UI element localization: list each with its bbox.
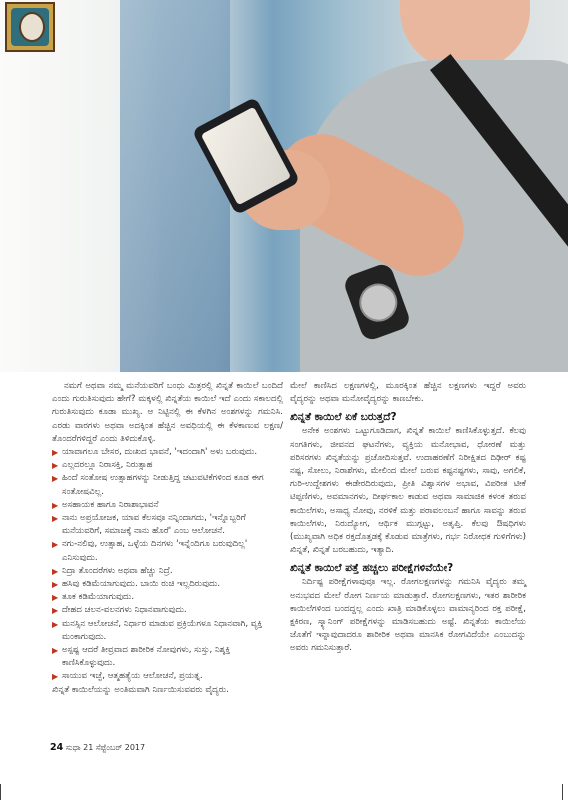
page-number: 24 — [50, 742, 64, 753]
background-wall — [120, 0, 230, 372]
bullet-arrow-icon: ▶ — [52, 619, 59, 629]
symptom-text: ಮನಸ್ಸಿನ ಆಲೋಚನೆ, ನಿರ್ಧಾರ ಮಾಡುವ ಪ್ರಕ್ರಿಯೆಗಳೂ ನಿಧಾನವಾಗಿ, ವ್ಯಕ್ತಿ ಮಂಕಾಗುವುದು. — [62, 618, 263, 642]
symptom-text: ಅಸ್ಪಷ್ಟ ಆದರೆ ತೀವ್ರವಾದ ಶಾರೀರಿಕ ನೋವುಗಳು, ಸುಸ್ತು, ನಿಶ್ಶಕ್ತಿ ಕಾಣಿಸಿಕೊಳ್ಳುವುದು. — [62, 645, 231, 669]
bullet-arrow-icon: ▶ — [52, 606, 59, 616]
top-paragraph: ಮೇಲೆ ಕಾಣಿಸಿದ ಲಕ್ಷಣಗಳಲ್ಲಿ, ಮೂರಕ್ಕಿಂತ ಹೆಚ್ಚಿನ ಲಕ್ಷಣಗಳು ಇದ್ದರೆ ಅವರು ವೈದ್ಯರನ್ನು ಅಥವಾ ಮನೋವೈದ್ಯರನ್ನು ಕಾಣಬೇಕು. — [290, 381, 526, 405]
bullet-arrow-icon: ▶ — [52, 593, 59, 603]
bullet-arrow-icon: ▶ — [52, 448, 59, 458]
hero-photo — [0, 0, 568, 372]
bullet-arrow-icon: ▶ — [52, 540, 59, 550]
symptom-item — [52, 446, 283, 459]
bullet-arrow-icon: ▶ — [52, 580, 59, 590]
symptom-text: ಹಸಿವು ಕಡಿಮೆಯಾಗುವುದು. ಬಾಯಿ ರುಚಿ ಇಲ್ಲದಿರುವುದು. — [62, 579, 221, 590]
symptom-item — [52, 670, 283, 683]
symptom-text: ನಗು-ನಲಿವು, ಉತ್ಸಾಹ, ಒಳ್ಳೆಯ ದಿನಗಳು 'ಇನ್ನೆಂದಿಗೂ ಬರುವುದಿಲ್ಲ' ಎನಿಸುವುದು. — [62, 539, 248, 563]
symptom-text: ತೂಕ ಕಡಿಮೆಯಾಗುವುದು. — [62, 592, 135, 603]
bullet-arrow-icon: ▶ — [52, 646, 59, 656]
symptom-text: ಅಸಹಾಯಕ ಹಾಗೂ ನಿರಾಶಾಭಾವನೆ — [62, 499, 159, 510]
crop-mark — [562, 784, 563, 800]
symptom-text: ಎಲ್ಲದರಲ್ಲೂ ನಿರಾಸಕ್ತಿ, ನಿರುತ್ಸಾಹ — [62, 460, 153, 471]
symptom-item — [52, 499, 283, 512]
symptom-item — [52, 604, 283, 617]
symptom-item — [52, 618, 283, 644]
symptom-text: ನಾನು ಅಪ್ರಯೋಜಕ, ಯಾವ ಕೆಲಸವೂ ನನ್ನಿಂದಾಗದು, 'ಇನ್ನೊಬ್ಬರಿಗೆ ಮನೆಯವರಿಗೆ, ಸಮಾಜಕ್ಕೆ ನಾನು ಹೊರೆ' ಎಂಬ ಆಲೋಚನೆ. — [62, 513, 246, 537]
symptom-item — [52, 565, 283, 578]
symptom-item — [52, 644, 283, 670]
section-heading-causes: ಖಿನ್ನತೆ ಕಾಯಿಲೆ ಏಕೆ ಬರುತ್ತದೆ? — [290, 411, 397, 424]
bullet-arrow-icon: ▶ — [52, 461, 59, 471]
watch-face — [354, 278, 403, 327]
bullet-arrow-icon: ▶ — [52, 514, 59, 524]
symptom-text: ಸಾಯುವ ಇಚ್ಛೆ, ಆತ್ಮಹತ್ಯೆಯ ಆಲೋಚನೆ, ಪ್ರಯತ್ನ. — [62, 671, 203, 682]
bullet-arrow-icon: ▶ — [52, 672, 59, 682]
section-heading-tests: ಖಿನ್ನತೆ ಕಾಯಿಲೆ ಪತ್ತೆ ಹಚ್ಚಲು ಪರೀಕ್ಷೆಗಳಿವೆಯೇ? — [290, 562, 454, 575]
symptom-item — [52, 578, 283, 591]
logo-emblem-icon — [19, 12, 45, 42]
crop-mark — [0, 784, 1, 800]
symptom-item — [52, 512, 283, 538]
symptom-text: ಯಾವಾಗಲೂ ಬೇಸರ, ದುಃಖದ ಭಾವನೆ, 'ಇದಂದಾಗಿ' ಅಳು ಬರುವುದು. — [62, 447, 258, 458]
symptom-item — [52, 459, 283, 472]
symptom-item — [52, 591, 283, 604]
intro-paragraph: ನಮಗೆ ಅಥವಾ ನಮ್ಮ ಮನೆಯವರಿಗೆ ಬಂಧು ಮಿತ್ರರಲ್ಲಿ ಖಿನ್ನತೆ ಕಾಯಿಲೆ ಬಂದಿದೆ ಎಂದು ಗುರುತಿಸುವುದು ಹೇಗೆ? ಮಕ್ಕಳಲ್ಲಿ ಖಿನ್ನತೆಯ ಕಾಯಿಲೆ ಇದೆ ಎಂದು ಸಕಾಲದಲ್ಲಿ ಗುರುತಿಸುವುದು ಕೂಡಾ ಮುಖ್ಯ. ಆ ನಿಟ್ಟಿನಲ್ಲಿ ಈ ಕೆಳಗಿನ ಅಂಶಗಳನ್ನು ಗಮನಿಸಿ. ಎರಡು ವಾರಗಳು ಅಥವಾ ಅದಕ್ಕಿಂತ ಹೆಚ್ಚಿನ ಅವಧಿಯಲ್ಲಿ ಈ ಕೆಳಕಾಣುವ ಲಕ್ಷಣ/ ತೊಂದರೆಗಳಿದ್ದರೆ ಎಂದು ತಿಳಿದುಕೊಳ್ಳಿ. — [52, 381, 283, 444]
symptom-text: ದೇಹದ ಚಲನ-ವಲನಗಳು ನಿಧಾನವಾಗುವುದು. — [62, 605, 187, 616]
bullet-arrow-icon: ▶ — [52, 566, 59, 576]
symptom-list — [52, 446, 283, 684]
bullet-arrow-icon: ▶ — [52, 500, 59, 510]
symptom-text: ನಿದ್ರಾ ತೊಂದರೆಗಳು ಅಥವಾ ಹೆಚ್ಚು ನಿದ್ರೆ. — [62, 565, 173, 576]
symptom-text: ಹಿಂದೆ ಸಂತೋಷ ಉತ್ಸಾಹಗಳನ್ನು ನೀಡುತ್ತಿದ್ದ ಚಟುವಟಿಕೆಗಳಿಂದ ಕೂಡ ಈಗ ಸಂತೋಷವಿಲ್ಲ. — [62, 473, 264, 497]
page-footer — [50, 742, 145, 753]
closing-line: ಖಿನ್ನತೆ ಕಾಯಿಲೆಯನ್ನು ಅಂತಿಮವಾಗಿ ನಿರ್ಣಯಿಸುವವರು ವೈದ್ಯರು. — [52, 684, 229, 695]
footer-publication: ಸುಧಾ 21 ಸೆಪ್ಟೆಂಬರ್ 2017 — [65, 743, 146, 752]
column-logo-icon — [5, 2, 55, 52]
symptom-item — [52, 472, 283, 498]
symptom-item — [52, 538, 283, 564]
article-column-left — [52, 380, 283, 697]
causes-paragraph: ಅನೇಕ ಅಂಶಗಳು ಒಟ್ಟುಗೂಡಿದಾಗ, ಖಿನ್ನತೆ ಕಾಯಿಲೆ ಕಾಣಿಸಿಕೊಳ್ಳುತ್ತದೆ. ಕೆಲವು ಸಂಗತಿಗಳು, ಜೀವನದ ಘಟನೆಗಳು, ವ್ಯಕ್ತಿಯ ಮನೋಭಾವ, ಧೋರಣೆ ಮತ್ತು ಪರಿಸರಗಳು ಖಿನ್ನತೆಯನ್ನು ಪ್ರಚೋದಿಸುತ್ತವೆ. ಉದಾಹರಣೆಗೆ ನಿರೀಕ್ಷಿತದ ದಿಢೀರ್ ಕಷ್ಟ ನಷ್ಟ, ಸೋಲು, ನಿರಾಶೆಗಳು, ಮೇಲಿಂದ ಮೇಲೆ ಬರುವ ಕಷ್ಟನಷ್ಟಗಳು, ಸಾವು, ಅಗಲಿಕೆ, ಗುರಿ-ಉದ್ದೇಶಗಳು ಈಡೇರದಿರುವುದು, ಪ್ರೀತಿ ವಿಶ್ವಾಸಗಳ ಅಭಾವ, ವಿಪರೀತ ಟೀಕೆ ಟಿಪ್ಪಣಿಗಳು, ಅವಮಾನಗಳು, ದೀರ್ಘಕಾಲ ಕಾಡುವ ಅಥವಾ ಸಾಮಾಜಿಕ ಕಳಂಕ ತರುವ ಕಾಯಿಲೆಗಳು, ಅಸಾಧ್ಯ ನೋವು, ನರಳಿಕೆ ಮತ್ತು ಪರಾವಲಂಬನೆ ಹಾಗೂ ಸಾವನ್ನು ತರುವ ಕಾಯಿಲೆಗಳು, ನಿರುದ್ಯೋಗ, ಆರ್ಥಿಕ ಮುಗ್ಗಟ್ಟು, ಅತೃಪ್ತಿ. ಕೆಲವು ಔಷಧಿಗಳು (ಮುಖ್ಯವಾಗಿ ಅಧಿಕ ರಕ್ತದೊತ್ತಡಕ್ಕೆ ಕೊಡುವ ಮಾತ್ರೆಗಳು, ಗರ್ಭ ನಿರೋಧಕ ಗುಳಿಗೆಗಳು) ಖಿನ್ನತೆ, ಖಿನ್ನತೆ ಬರಬಹುದು, ಇತ್ಯಾದಿ. — [290, 426, 526, 556]
bullet-arrow-icon: ▶ — [52, 474, 59, 484]
tests-paragraph: ನಿರ್ದಿಷ್ಟ ಪರೀಕ್ಷೆಗಳಾವುವೂ ಇಲ್ಲ. ರೋಗಲಕ್ಷಣಗಳನ್ನು ಗಮನಿಸಿ ವೈದ್ಯರು ತಮ್ಮ ಅನುಭವದ ಮೇಲೆ ರೋಗ ನಿರ್ಣಯ ಮಾಡುತ್ತಾರೆ. ರೋಗಲಕ್ಷಣಗಳು, ಇತರ ಶಾರೀರಿಕ ಕಾಯಿಲೆಗಳಿಂದ ಬಂದದ್ದಲ್ಲ ಎಂದು ಖಾತ್ರಿ ಮಾಡಿಕೊಳ್ಳಲು ವಾಮಾನ್ಯರಿಂದ ರಕ್ತ ಪರೀಕ್ಷೆ, ಕ್ಷಕಿರಣ, ಸ್ಕ್ಯಾನಿಂಗ್ ಪರೀಕ್ಷೆಗಳನ್ನು ಮಾಡಿಸಬಹುದು ಅಷ್ಟೆ. ಖಿನ್ನತೆಯ ಕಾಯಿಲೆಯ ಜೊತೆಗೆ ಇನ್ನಾವುದಾದರೂ ಶಾರೀರಿಕ ಅಥವಾ ಮಾನಸಿಕ ರೋಗವಿದೆಯೇ ಎಂಬುದನ್ನು ಅವರು ಗಮನಿಸುತ್ತಾರೆ. — [290, 577, 526, 654]
article-column-right — [290, 380, 526, 656]
